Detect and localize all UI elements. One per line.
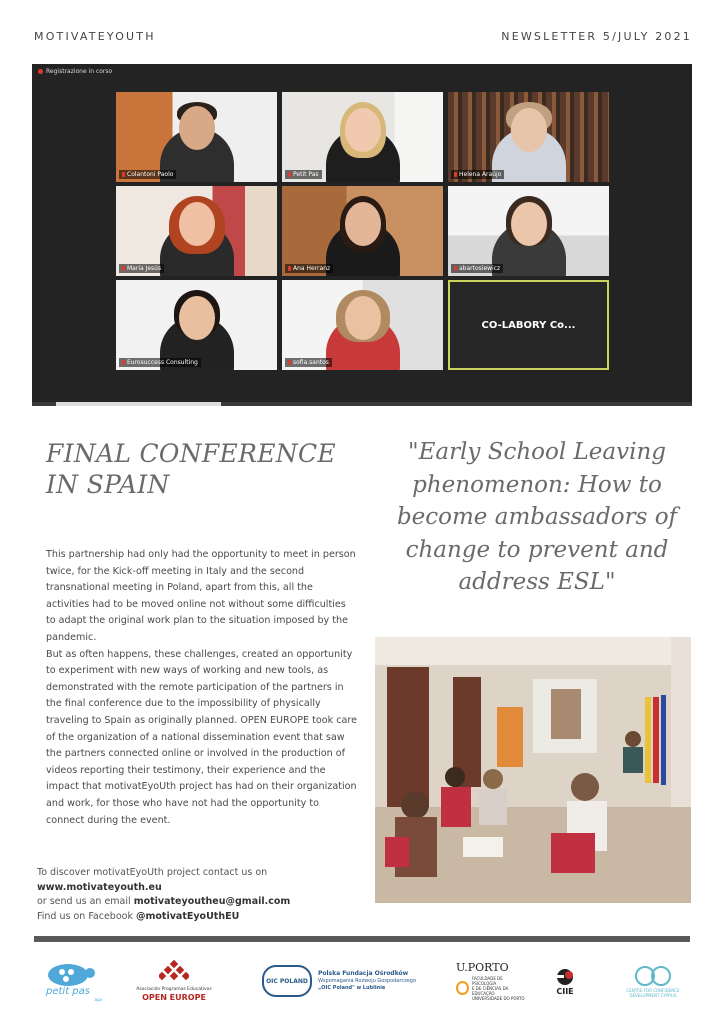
- cfc-line2: DEVELOPMENT CYPRUS: [629, 993, 677, 998]
- conference-photo: [375, 637, 691, 903]
- call-progress-bar: [32, 402, 692, 406]
- mic-muted-icon: [454, 266, 457, 271]
- cfc-rings-icon: [631, 964, 675, 988]
- participant-tile: [116, 92, 277, 182]
- newsletter-brand: MOTIVATEYOUTH: [34, 30, 156, 43]
- email-link[interactable]: motivateyoutheu@gmail.com: [133, 896, 291, 908]
- oic-poland-logo: [246, 955, 432, 1007]
- uporto-sub1: FACULDADE DE PSICOLOGIA: [471, 975, 503, 986]
- email-prefix: or send us an email: [37, 896, 134, 908]
- participant-name: Helena Araújo: [451, 170, 504, 179]
- uporto-sub2: E DE CIÊNCIAS DA EDUCAÇÃO: [471, 985, 509, 996]
- recording-label: Registrazione in corso: [46, 68, 113, 75]
- article-paragraph: This partnership had only had the opportunity to meet in person twice, for the Kick-off meeting in Italy and the second transnational meeting in Poland, apart from this, all the activities had to be moved online not without some difficulties to adapt the original work plan to the situation imposed by the pandemic.: [46, 549, 356, 643]
- footer-divider: [34, 936, 690, 942]
- mic-muted-icon: [122, 266, 125, 271]
- participant-name: Eurosuccess Consulting: [119, 358, 201, 367]
- oic-line3: „OIC Poland" w Lublinie: [317, 985, 386, 991]
- facebook-link[interactable]: @motivatEyoUthEU: [136, 910, 240, 922]
- video-call-screenshot: [32, 64, 692, 406]
- oic-mark: OIC POLAND: [262, 965, 312, 997]
- mic-muted-icon: [122, 172, 125, 177]
- participant-name: Ana Herranz: [285, 264, 333, 273]
- participant-name: Petit Pas: [285, 170, 322, 179]
- mic-muted-icon: [454, 172, 457, 177]
- uporto-circle-icon: [456, 981, 469, 995]
- uporto-logo: [456, 955, 526, 1007]
- open-europe-logo: [128, 955, 220, 1007]
- article-title: FINAL CONFERENCE IN SPAIN: [46, 439, 336, 499]
- oic-line1: Polska Fundacja Ośrodków: [317, 970, 409, 977]
- recording-indicator: [38, 68, 112, 75]
- uporto-sub3: UNIVERSIDADE DO PORTO: [471, 995, 525, 1001]
- diamond-mosaic-icon: [159, 960, 189, 986]
- participant-tile: [282, 92, 443, 182]
- mic-muted-icon: [122, 360, 125, 365]
- participant-tile: [448, 92, 609, 182]
- participant-name: CO-LABORY Co...: [481, 319, 576, 331]
- petit-pas-sub: apa: [94, 996, 102, 1002]
- participant-grid: [116, 92, 609, 372]
- ciie-logo: [548, 955, 582, 1007]
- participant-name: sofia.santos: [285, 358, 332, 367]
- website-link[interactable]: www.motivateyouth.eu: [37, 881, 162, 893]
- facebook-prefix: Find us on Facebook: [37, 910, 136, 922]
- pull-quote: "Early School Leaving phenomenon: How to become ambassadors of change to prevent and address ESL": [396, 439, 678, 595]
- participant-tile: [448, 186, 609, 276]
- oic-line2: Wspomagania Rozwoju Gospodarczego: [317, 978, 417, 984]
- ciie-mark-icon: [554, 967, 576, 987]
- mic-muted-icon: [288, 266, 291, 271]
- cfc-cyprus-logo: [618, 955, 688, 1007]
- open-europe-label: OPEN EUROPE: [142, 993, 206, 1002]
- uporto-label: U.PORTO: [456, 960, 509, 974]
- mic-muted-icon: [288, 172, 291, 177]
- contact-info: [37, 866, 290, 924]
- participant-tile-active-speaker: [448, 280, 609, 370]
- contact-intro: To discover motivatEyoUth project contact us on: [37, 867, 268, 878]
- record-icon: [38, 69, 43, 74]
- participant-tile: [282, 280, 443, 370]
- turtle-icon: [38, 961, 98, 987]
- participant-name: Maria Jesús: [119, 264, 164, 273]
- participant-tile: [116, 280, 277, 370]
- participant-name: Colantoni Paolo: [119, 170, 176, 179]
- article-body: [46, 547, 358, 829]
- petit-pas-label: petit pas: [46, 985, 90, 997]
- petit-pas-logo: [34, 955, 102, 1007]
- ciie-label: CIIE: [556, 986, 574, 996]
- open-europe-sub: Asociación Programas Educativos: [136, 987, 212, 992]
- article-paragraph: But as often happens, these challenges, created an opportunity to experiment with new ways of working and new tools, as demonstrated with the remote participation of the partners in the final conference due to the impossibility of physically traveling to Spain as originally planned. OPEN EUROPE took care of the organization of a national dissemination event that saw the partners connected online or involved in the production of videos reporting their testimony, their experience and the impact that motivatEyoUth project has had on their organization and work, for those who have not had the opportunity to connect during the event.: [46, 648, 358, 826]
- cfc-line1: CENTRE FOR CONFIDENCE: [626, 988, 680, 993]
- mic-muted-icon: [288, 360, 291, 365]
- newsletter-issue: NEWSLETTER 5/JULY 2021: [501, 30, 692, 43]
- participant-tile: [116, 186, 277, 276]
- participant-tile: [282, 186, 443, 276]
- participant-name: abartosiewicz: [451, 264, 503, 273]
